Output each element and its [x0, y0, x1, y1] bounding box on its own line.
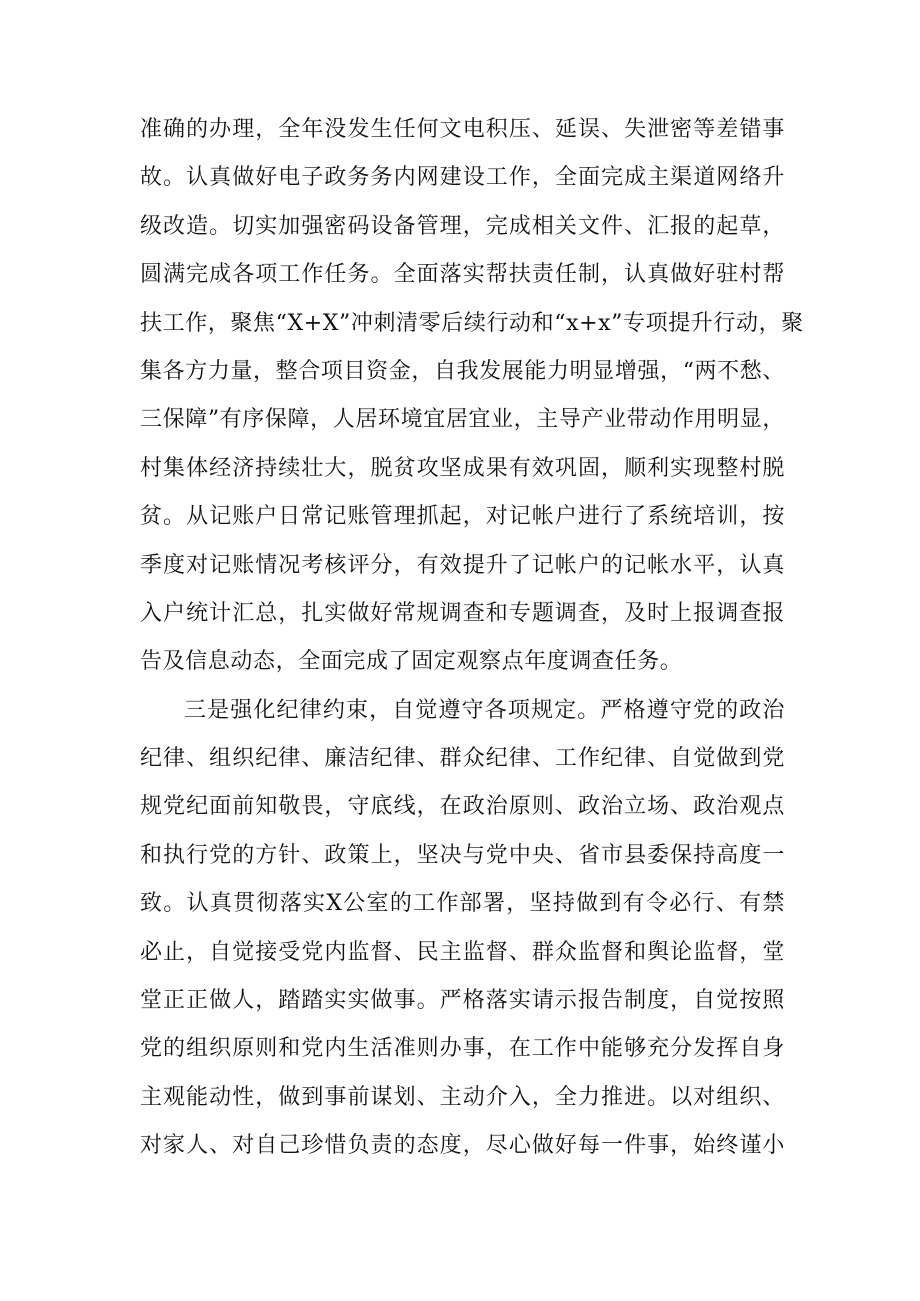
text-line: 纪律、组织纪律、廉洁纪律、群众纪律、工作纪律、自觉做到党: [140, 746, 785, 772]
text-line: 故。认真做好电子政务务内网建设工作，全面完成主渠道网络升: [140, 165, 785, 191]
text-line: 三保障”有序保障，人居环境宜居宜业，主导产业带动作用明显，: [140, 407, 785, 433]
text-line: 致。认真贯彻落实X公室的工作部署，坚持做到有令必行、有禁: [140, 891, 785, 917]
text-line: 堂正正做人，踏踏实实做事。严格落实请示报告制度，自觉按照: [140, 988, 785, 1014]
text-line: 告及信息动态，全面完成了固定观察点年度调查任务。: [140, 649, 683, 675]
text-line: 圆满完成各项工作任务。全面落实帮扶责任制，认真做好驻村帮: [140, 262, 785, 288]
text-line: 贫。从记账户日常记账管理抓起，对记帐户进行了系统培训，按: [140, 504, 785, 530]
text-line: 规党纪面前知敬畏，守底线，在政治原则、政治立场、政治观点: [140, 794, 785, 820]
paragraph-first-line: 三是强化纪律约束，自觉遵守各项规定。严格遵守党的政治: [184, 697, 785, 723]
text-line: 准确的办理，全年没发生任何文电积压、延误、失泄密等差错事: [140, 117, 785, 142]
text-line: 入户统计汇总，扎实做好常规调查和专题调查，及时上报调查报: [140, 600, 785, 626]
text-line: 级改造。切实加强密码设备管理，完成相关文件、汇报的起草，: [140, 213, 785, 239]
text-line: 集各方力量，整合项目资金，自我发展能力明显增强，“两不愁、: [140, 358, 785, 384]
text-line: 村集体经济持续壮大，脱贫攻坚成果有效巩固，顺利实现整村脱: [140, 455, 785, 481]
text-line: 扶工作，聚焦“X+X”冲刺清零后续行动和“x+x”专项提升行动，聚: [140, 310, 804, 336]
text-line: 和执行党的方针、政策上，坚决与党中央、省市县委保持高度一: [140, 842, 785, 868]
text-line: 对家人、对自己珍惜负责的态度，尽心做好每一件事，始终谨小: [140, 1133, 785, 1159]
document-body: [140, 106, 804, 1171]
text-line: 季度对记账情况考核评分，有效提升了记帐户的记帐水平，认真: [140, 552, 785, 578]
text-line: 主观能动性，做到事前谋划、主动介入，全力推进。以对组织、: [140, 1084, 785, 1110]
text-line: 必止，自觉接受党内监督、民主监督、群众监督和舆论监督，堂: [140, 939, 785, 965]
text-line: 党的组织原则和党内生活准则办事，在工作中能够充分发挥自身: [140, 1036, 785, 1062]
